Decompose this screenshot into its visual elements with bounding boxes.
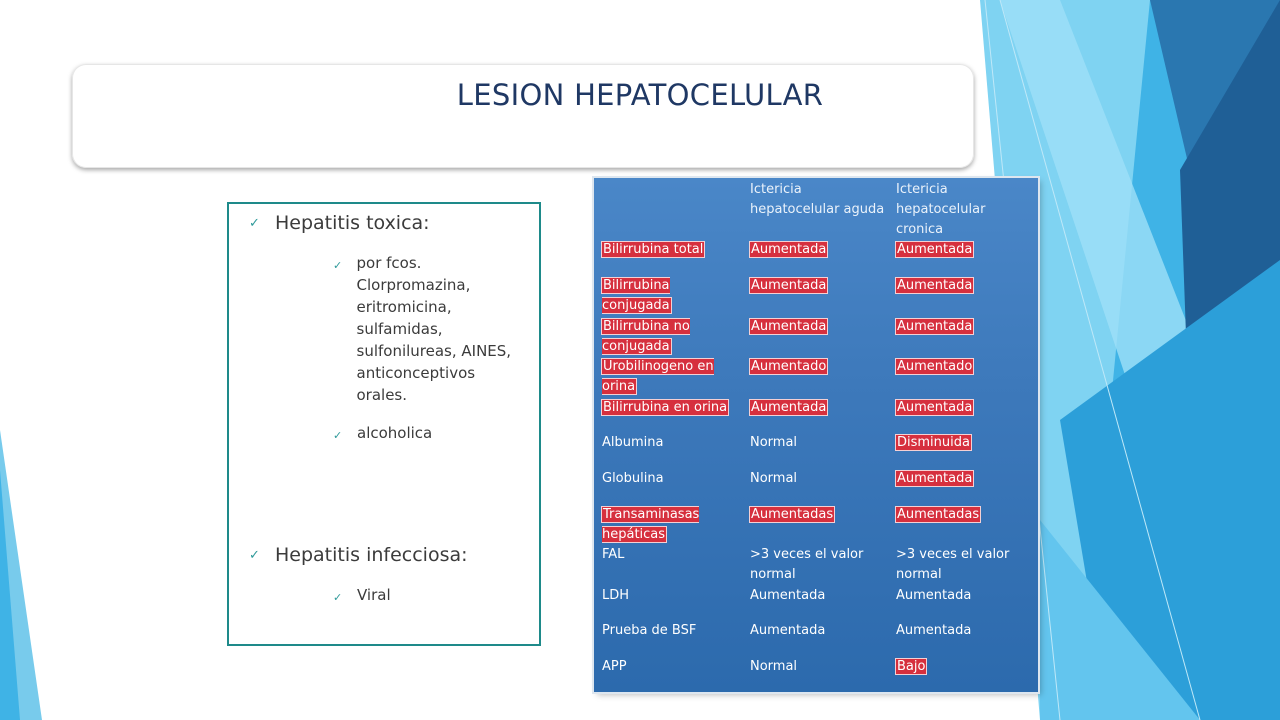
slide-title: LESION HEPATOCELULAR (456, 78, 824, 112)
table-cell: Aumentada (897, 400, 973, 415)
table-cell: Aumentada (897, 242, 973, 257)
table-cell: Albumina (602, 435, 664, 450)
content-box (227, 202, 541, 646)
sub-bullet-viral (333, 584, 523, 609)
table-cell: Urobilinogeno en orina (602, 359, 714, 394)
table-cell: Aumentada (896, 623, 972, 638)
table-cell: Bilirrubina total (603, 242, 704, 257)
table-header-aguda: Ictericia hepatocelular aguda (750, 182, 885, 217)
table-cell: Aumentada (750, 588, 826, 603)
table-cell: Aumentada (897, 319, 973, 334)
checkmark-icon: ✓ (249, 548, 260, 563)
sub-bullet-text: Viral (357, 586, 391, 604)
bullet-hepatitis-infecciosa (249, 544, 468, 566)
comparison-table (594, 178, 1038, 692)
table-cell: LDH (602, 588, 630, 603)
table-cell: Bajo (897, 659, 926, 674)
table-header-cronica: Ictericia hepatocelular cronica (896, 182, 986, 237)
table-cell: Normal (750, 435, 798, 450)
table-cell: Aumentada (751, 242, 827, 257)
table-cell: Bilirrubina en orina (603, 400, 728, 415)
table-cell: Aumentada (750, 623, 826, 638)
table-cell: >3 veces el valor normal (896, 547, 1010, 582)
table-cell: Aumentada (897, 278, 973, 293)
table-cell: Aumentado (897, 359, 973, 374)
table-cell: Aumentada (751, 278, 827, 293)
table-cell: Normal (750, 659, 798, 674)
table-cell: Disminuida (897, 435, 970, 450)
table-cell: Aumentada (896, 588, 972, 603)
sub-bullet-text: por fcos. Clorpromazina, eritromicina, sulfamidas, sulfonilureas, AINES, anticonceptivos orales. (356, 254, 512, 404)
table-cell: Bilirrubina conjugada (602, 278, 670, 313)
bullet-hepatitis-toxica (249, 212, 430, 234)
table-cell: FAL (602, 547, 625, 562)
sub-bullet-fcos (333, 252, 523, 406)
table-cell: Transaminasas hepáticas (602, 507, 700, 542)
table-cell: Prueba de BSF (602, 623, 697, 638)
table-cell: >3 veces el valor normal (750, 547, 864, 582)
sub-bullet-text: alcoholica (357, 424, 433, 442)
sub-bullet-alcoholica (333, 422, 523, 447)
checkmark-icon: ✓ (333, 429, 343, 442)
checkmark-icon: ✓ (333, 591, 343, 604)
table-cell: Bilirrubina no conjugada (602, 319, 690, 354)
table-cell: Aumentada (897, 471, 973, 486)
table-cell: Globulina (602, 471, 664, 486)
bullet-label: Hepatitis infecciosa: (275, 544, 468, 566)
table-cell: Aumentado (751, 359, 827, 374)
table-cell: Normal (750, 471, 798, 486)
table-cell: Aumentada (751, 400, 827, 415)
table-cell: Aumentadas (897, 507, 980, 522)
table-cell: Aumentada (751, 319, 827, 334)
table-cell: Aumentadas (751, 507, 834, 522)
table-cell: APP (602, 659, 627, 674)
bullet-label: Hepatitis toxica: (275, 212, 430, 234)
checkmark-icon: ✓ (333, 259, 343, 272)
checkmark-icon: ✓ (249, 216, 260, 231)
